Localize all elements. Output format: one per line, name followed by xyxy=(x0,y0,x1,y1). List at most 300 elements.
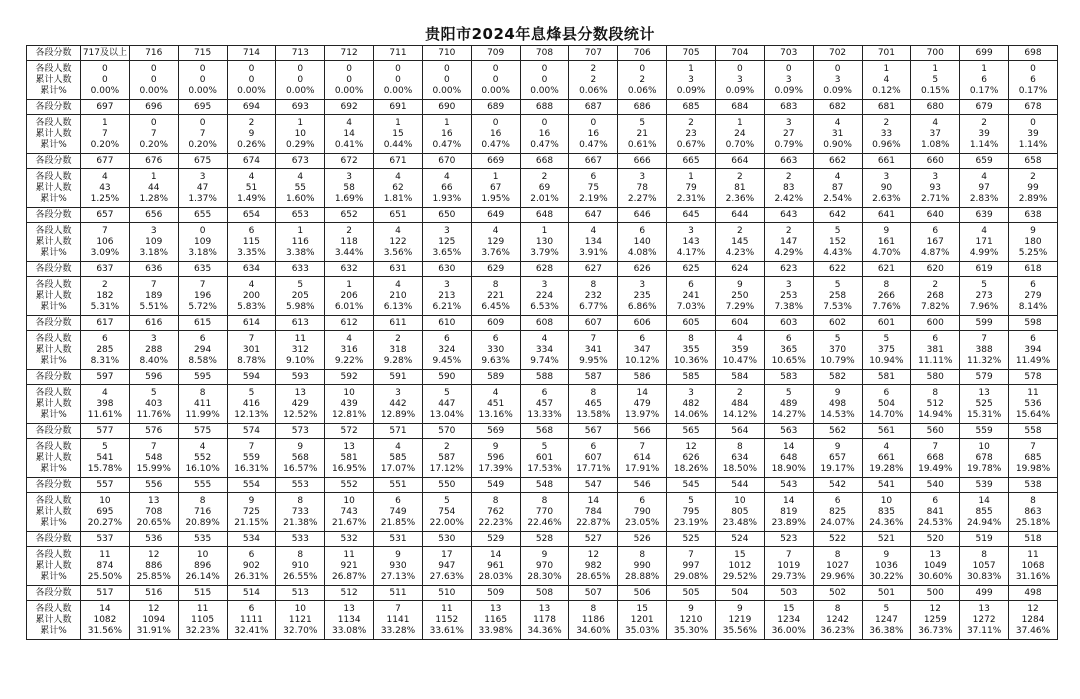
cumulative-count-value: 140 xyxy=(633,236,651,247)
stat-label-pct: 累计% xyxy=(40,571,67,582)
cumulative-count-value: 66 xyxy=(441,182,453,193)
score-cell: 596 xyxy=(129,370,178,385)
score-cell: 520 xyxy=(911,532,960,547)
stats-cell xyxy=(471,439,520,478)
cumulative-count-value: 7 xyxy=(102,128,108,139)
stats-cell xyxy=(813,439,862,478)
score-cell: 651 xyxy=(374,208,423,223)
score-cell: 597 xyxy=(81,370,130,385)
stats-cell xyxy=(374,601,423,640)
stats-cell xyxy=(715,547,764,586)
score-label-cell: 各段分数 xyxy=(27,208,81,223)
cumulative-percent-value: 4.23% xyxy=(725,247,755,258)
count-value: 14 xyxy=(978,495,990,506)
cumulative-percent-value: 16.31% xyxy=(234,463,269,474)
cumulative-count-value: 657 xyxy=(828,452,847,463)
score-cell: 709 xyxy=(471,46,520,61)
count-value: 4 xyxy=(395,279,401,290)
count-value: 10 xyxy=(880,495,893,506)
cumulative-count-value: 504 xyxy=(877,398,896,409)
cumulative-percent-value: 12.52% xyxy=(283,409,318,420)
cumulative-count-value: 607 xyxy=(584,452,602,463)
count-value: 1 xyxy=(102,117,108,128)
score-cell: 654 xyxy=(227,208,276,223)
count-value: 5 xyxy=(541,441,548,452)
count-value: 6 xyxy=(492,333,499,344)
count-value: 8 xyxy=(297,495,304,506)
score-cell: 610 xyxy=(422,316,471,331)
count-value: 6 xyxy=(932,333,939,344)
count-value: 3 xyxy=(883,171,890,182)
cumulative-percent-value: 5.98% xyxy=(286,301,315,312)
cumulative-count-value: 416 xyxy=(242,398,261,409)
count-value: 4 xyxy=(395,441,401,452)
score-cell: 557 xyxy=(81,478,130,493)
cumulative-percent-value: 11.99% xyxy=(185,409,220,420)
count-value: 5 xyxy=(443,387,450,398)
score-cell: 660 xyxy=(911,154,960,169)
stats-cell xyxy=(227,277,276,316)
cumulative-percent-value: 2.01% xyxy=(530,193,559,204)
stats-row xyxy=(27,439,1058,478)
cumulative-percent-value: 22.23% xyxy=(478,517,513,528)
count-value: 12 xyxy=(148,549,160,560)
count-value: 2 xyxy=(590,63,597,74)
stats-cell xyxy=(764,385,813,424)
stats-cell xyxy=(81,331,130,370)
count-value: 4 xyxy=(395,171,401,182)
page-title: 贵阳市2024年息烽县分数段统计 xyxy=(425,25,655,43)
stats-cell xyxy=(129,115,178,154)
cumulative-percent-value: 31.16% xyxy=(1015,571,1051,582)
score-cell: 650 xyxy=(422,208,471,223)
cumulative-percent-value: 0.20% xyxy=(139,139,169,150)
stats-cell xyxy=(764,169,813,208)
score-cell: 582 xyxy=(813,370,862,385)
cumulative-count-value: 318 xyxy=(389,344,407,355)
cumulative-percent-value: 3.18% xyxy=(139,247,169,258)
cumulative-percent-value: 10.79% xyxy=(820,355,855,366)
score-cell: 671 xyxy=(374,154,423,169)
count-value: 3 xyxy=(785,117,792,128)
score-cell: 653 xyxy=(276,208,325,223)
stats-cell xyxy=(276,493,325,532)
cumulative-percent-value: 0.17% xyxy=(969,85,999,96)
score-cell: 498 xyxy=(1009,586,1058,601)
count-value: 0 xyxy=(834,63,841,74)
stats-label-cell xyxy=(27,169,81,208)
score-cell: 594 xyxy=(227,370,276,385)
score-cell: 501 xyxy=(862,586,911,601)
count-value: 7 xyxy=(688,549,694,560)
cumulative-percent-value: 0.79% xyxy=(774,139,804,150)
stats-cell xyxy=(325,493,374,532)
count-value: 6 xyxy=(590,171,597,182)
count-value: 4 xyxy=(297,171,304,182)
stats-cell xyxy=(81,223,130,262)
count-value: 0 xyxy=(590,117,597,128)
score-cell: 658 xyxy=(1009,154,1058,169)
count-value: 3 xyxy=(688,225,694,236)
cumulative-percent-value: 9.10% xyxy=(286,355,315,366)
count-value: 6 xyxy=(785,333,792,344)
cumulative-percent-value: 13.04% xyxy=(429,409,464,420)
score-cell: 500 xyxy=(911,586,960,601)
stats-cell xyxy=(813,115,862,154)
cumulative-count-value: 1057 xyxy=(972,560,996,571)
score-cell: 608 xyxy=(520,316,569,331)
score-cell: 648 xyxy=(520,208,569,223)
stats-cell xyxy=(569,547,618,586)
cumulative-percent-value: 0.15% xyxy=(920,85,950,96)
cumulative-percent-value: 3.79% xyxy=(530,247,559,258)
stats-label-cell xyxy=(27,547,81,586)
cumulative-percent-value: 13.58% xyxy=(576,409,611,420)
cumulative-count-value: 24 xyxy=(734,128,746,139)
stats-cell xyxy=(667,115,716,154)
cumulative-count-value: 743 xyxy=(340,506,358,517)
stats-cell xyxy=(813,331,862,370)
stats-cell xyxy=(569,331,618,370)
score-cell: 563 xyxy=(764,424,813,439)
stats-cell xyxy=(178,169,227,208)
stat-label-count: 各段人数 xyxy=(35,549,72,560)
stats-cell xyxy=(129,439,178,478)
stats-cell xyxy=(667,61,716,100)
cumulative-count-value: 69 xyxy=(538,182,551,193)
stats-cell xyxy=(569,439,618,478)
cumulative-count-value: 241 xyxy=(682,290,700,301)
stats-cell xyxy=(715,331,764,370)
count-value: 8 xyxy=(834,549,841,560)
cumulative-percent-value: 0.00% xyxy=(90,85,120,96)
cumulative-percent-value: 24.07% xyxy=(820,517,855,528)
score-cell: 696 xyxy=(129,100,178,115)
cumulative-count-value: 81 xyxy=(734,182,746,193)
count-value: 4 xyxy=(981,171,987,182)
count-value: 4 xyxy=(102,387,108,398)
cumulative-count-value: 685 xyxy=(1024,452,1042,463)
count-value: 4 xyxy=(883,441,890,452)
count-value: 1 xyxy=(737,117,743,128)
stats-cell xyxy=(129,223,178,262)
cumulative-count-value: 200 xyxy=(242,290,261,301)
score-cell: 515 xyxy=(178,586,227,601)
stats-row xyxy=(27,277,1058,316)
cumulative-count-value: 484 xyxy=(731,398,749,409)
score-cell: 547 xyxy=(569,478,618,493)
cumulative-count-value: 668 xyxy=(926,452,944,463)
stats-cell xyxy=(960,61,1009,100)
cumulative-count-value: 634 xyxy=(731,452,749,463)
count-value: 2 xyxy=(395,333,401,344)
cumulative-percent-value: 0.47% xyxy=(432,139,462,150)
cumulative-count-value: 266 xyxy=(877,290,896,301)
cumulative-count-value: 1068 xyxy=(1021,560,1045,571)
cumulative-percent-value: 19.98% xyxy=(1015,463,1051,474)
stats-cell xyxy=(715,385,764,424)
count-value: 13 xyxy=(294,387,307,398)
stat-label-count: 各段人数 xyxy=(35,279,72,290)
score-cell: 569 xyxy=(471,424,520,439)
stats-cell xyxy=(422,385,471,424)
cumulative-percent-value: 1.93% xyxy=(432,193,462,204)
count-value: 9 xyxy=(1030,225,1036,236)
cumulative-percent-value: 36.38% xyxy=(869,625,904,636)
count-value: 5 xyxy=(883,333,890,344)
stats-cell xyxy=(520,277,569,316)
stats-row xyxy=(27,385,1058,424)
cumulative-count-value: 439 xyxy=(340,398,358,409)
score-cell: 703 xyxy=(764,46,813,61)
stats-cell xyxy=(471,277,520,316)
cumulative-count-value: 301 xyxy=(242,344,261,355)
score-cell: 512 xyxy=(325,586,374,601)
stats-cell xyxy=(862,331,911,370)
cumulative-count-value: 6 xyxy=(1030,74,1036,85)
score-cell: 659 xyxy=(960,154,1009,169)
stats-row xyxy=(27,493,1058,532)
score-header-row xyxy=(27,100,1058,115)
count-value: 14 xyxy=(489,549,502,560)
cumulative-count-value: 130 xyxy=(535,236,554,247)
count-value: 4 xyxy=(541,333,548,344)
count-value: 13 xyxy=(978,387,990,398)
cumulative-count-value: 93 xyxy=(929,182,941,193)
cumulative-count-value: 44 xyxy=(148,182,160,193)
stat-label-cum: 累计人数 xyxy=(35,560,72,571)
cumulative-percent-value: 9.95% xyxy=(579,355,608,366)
count-value: 9 xyxy=(395,549,401,560)
cumulative-percent-value: 6.01% xyxy=(334,301,364,312)
cumulative-percent-value: 12.13% xyxy=(234,409,269,420)
stats-cell xyxy=(764,331,813,370)
stats-cell xyxy=(911,601,960,640)
count-value: 6 xyxy=(639,495,646,506)
count-value: 4 xyxy=(248,279,255,290)
cumulative-count-value: 585 xyxy=(389,452,407,463)
count-value: 0 xyxy=(785,63,792,74)
cumulative-percent-value: 0.00% xyxy=(334,85,364,96)
score-cell: 565 xyxy=(667,424,716,439)
stats-cell xyxy=(422,601,471,640)
score-cell: 504 xyxy=(715,586,764,601)
count-value: 14 xyxy=(783,441,795,452)
count-value: 3 xyxy=(688,387,694,398)
count-value: 6 xyxy=(248,225,255,236)
count-value: 5 xyxy=(883,603,890,614)
stats-cell xyxy=(374,331,423,370)
count-value: 4 xyxy=(834,171,841,182)
cumulative-percent-value: 26.87% xyxy=(331,571,367,582)
count-value: 6 xyxy=(834,495,841,506)
score-cell: 585 xyxy=(667,370,716,385)
stats-cell xyxy=(471,169,520,208)
score-cell: 581 xyxy=(862,370,911,385)
cumulative-percent-value: 17.39% xyxy=(478,463,513,474)
cumulative-count-value: 825 xyxy=(828,506,847,517)
cumulative-count-value: 1082 xyxy=(93,614,117,625)
score-cell: 578 xyxy=(1009,370,1058,385)
cumulative-percent-value: 9.28% xyxy=(383,355,413,366)
cumulative-percent-value: 1.28% xyxy=(139,193,169,204)
count-value: 7 xyxy=(590,333,597,344)
cumulative-count-value: 587 xyxy=(438,452,456,463)
count-value: 1 xyxy=(932,63,939,74)
cumulative-percent-value: 1.37% xyxy=(188,193,217,204)
count-value: 13 xyxy=(978,603,990,614)
cumulative-count-value: 749 xyxy=(389,506,407,517)
score-cell: 705 xyxy=(667,46,716,61)
count-value: 1 xyxy=(541,225,548,236)
score-cell: 529 xyxy=(471,532,520,547)
stat-label-count: 各段人数 xyxy=(35,387,72,398)
stats-cell xyxy=(374,547,423,586)
score-cell: 545 xyxy=(667,478,716,493)
count-value: 7 xyxy=(102,225,108,236)
cumulative-count-value: 1272 xyxy=(972,614,996,625)
count-value: 0 xyxy=(248,63,255,74)
count-value: 9 xyxy=(883,549,890,560)
cumulative-percent-value: 35.30% xyxy=(673,625,709,636)
score-cell: 599 xyxy=(960,316,1009,331)
cumulative-percent-value: 11.32% xyxy=(966,355,1002,366)
cumulative-percent-value: 3.35% xyxy=(237,247,266,258)
stats-cell xyxy=(813,385,862,424)
cumulative-percent-value: 0.67% xyxy=(676,139,706,150)
cumulative-count-value: 0 xyxy=(443,74,450,85)
stats-cell xyxy=(325,169,374,208)
score-cell: 714 xyxy=(227,46,276,61)
score-cell: 634 xyxy=(227,262,276,277)
score-cell: 678 xyxy=(1009,100,1058,115)
score-cell: 606 xyxy=(618,316,667,331)
cumulative-count-value: 341 xyxy=(584,344,602,355)
score-cell: 571 xyxy=(374,424,423,439)
stats-cell xyxy=(227,61,276,100)
count-value: 14 xyxy=(99,603,111,614)
cumulative-count-value: 947 xyxy=(438,560,456,571)
stats-cell xyxy=(178,547,227,586)
cumulative-percent-value: 0.00% xyxy=(530,85,559,96)
cumulative-percent-value: 12.89% xyxy=(380,409,416,420)
score-cell: 562 xyxy=(813,424,862,439)
count-value: 9 xyxy=(688,603,694,614)
count-value: 0 xyxy=(199,225,206,236)
cumulative-percent-value: 16.10% xyxy=(185,463,220,474)
score-cell: 600 xyxy=(911,316,960,331)
cumulative-count-value: 235 xyxy=(633,290,651,301)
stats-cell xyxy=(227,223,276,262)
cumulative-count-value: 134 xyxy=(584,236,602,247)
count-value: 8 xyxy=(492,279,499,290)
cumulative-percent-value: 10.36% xyxy=(673,355,709,366)
count-value: 1 xyxy=(883,63,890,74)
cumulative-count-value: 708 xyxy=(145,506,163,517)
cumulative-count-value: 205 xyxy=(291,290,309,301)
score-header-row xyxy=(27,532,1058,547)
cumulative-count-value: 1201 xyxy=(630,614,654,625)
stats-cell xyxy=(374,169,423,208)
stat-label-cum: 累计人数 xyxy=(35,506,72,517)
count-value: 7 xyxy=(199,279,206,290)
count-value: 0 xyxy=(492,63,499,74)
cumulative-count-value: 442 xyxy=(389,398,407,409)
score-cell: 704 xyxy=(715,46,764,61)
cumulative-count-value: 1284 xyxy=(1021,614,1045,625)
stat-label-count: 各段人数 xyxy=(35,441,72,452)
stats-cell xyxy=(227,115,276,154)
count-value: 0 xyxy=(639,63,646,74)
score-cell: 595 xyxy=(178,370,227,385)
stats-cell xyxy=(129,385,178,424)
count-value: 0 xyxy=(737,63,743,74)
score-cell: 621 xyxy=(862,262,911,277)
cumulative-percent-value: 33.28% xyxy=(380,625,416,636)
cumulative-percent-value: 14.12% xyxy=(722,409,758,420)
score-cell: 693 xyxy=(276,100,325,115)
cumulative-count-value: 189 xyxy=(145,290,163,301)
score-cell: 686 xyxy=(618,100,667,115)
score-cell: 584 xyxy=(715,370,764,385)
score-cell: 560 xyxy=(911,424,960,439)
score-cell: 533 xyxy=(276,532,325,547)
cumulative-percent-value: 7.96% xyxy=(969,301,999,312)
stats-label-cell xyxy=(27,385,81,424)
count-value: 9 xyxy=(834,387,841,398)
count-value: 0 xyxy=(1030,117,1036,128)
stats-cell xyxy=(813,493,862,532)
cumulative-percent-value: 10.12% xyxy=(625,355,660,366)
stats-cell xyxy=(960,223,1009,262)
score-cell: 576 xyxy=(129,424,178,439)
score-cell: 691 xyxy=(374,100,423,115)
stats-cell xyxy=(325,439,374,478)
cumulative-count-value: 863 xyxy=(1024,506,1042,517)
cumulative-percent-value: 3.44% xyxy=(334,247,364,258)
cumulative-count-value: 795 xyxy=(682,506,700,517)
stat-label-pct: 累计% xyxy=(40,625,67,636)
count-value: 2 xyxy=(688,117,694,128)
cumulative-percent-value: 4.08% xyxy=(627,247,657,258)
score-distribution-table xyxy=(26,45,1058,640)
cumulative-percent-value: 23.89% xyxy=(771,517,806,528)
cumulative-count-value: 489 xyxy=(780,398,798,409)
score-cell: 647 xyxy=(569,208,618,223)
count-value: 14 xyxy=(587,495,600,506)
stats-cell xyxy=(471,61,520,100)
cumulative-percent-value: 9.74% xyxy=(530,355,559,366)
cumulative-percent-value: 37.11% xyxy=(966,625,1002,636)
cumulative-percent-value: 5.51% xyxy=(139,301,169,312)
stats-cell xyxy=(960,385,1009,424)
count-value: 6 xyxy=(883,387,890,398)
score-cell: 518 xyxy=(1009,532,1058,547)
stats-cell xyxy=(960,439,1009,478)
stats-cell xyxy=(1009,601,1058,640)
cumulative-percent-value: 20.89% xyxy=(185,517,220,528)
score-cell: 558 xyxy=(1009,424,1058,439)
stats-row xyxy=(27,115,1058,154)
stats-cell xyxy=(227,547,276,586)
stats-cell xyxy=(276,547,325,586)
cumulative-percent-value: 0.12% xyxy=(872,85,901,96)
score-cell: 519 xyxy=(960,532,1009,547)
cumulative-count-value: 355 xyxy=(682,344,700,355)
count-value: 4 xyxy=(492,387,499,398)
cumulative-count-value: 39 xyxy=(978,128,990,139)
count-value: 8 xyxy=(492,495,499,506)
